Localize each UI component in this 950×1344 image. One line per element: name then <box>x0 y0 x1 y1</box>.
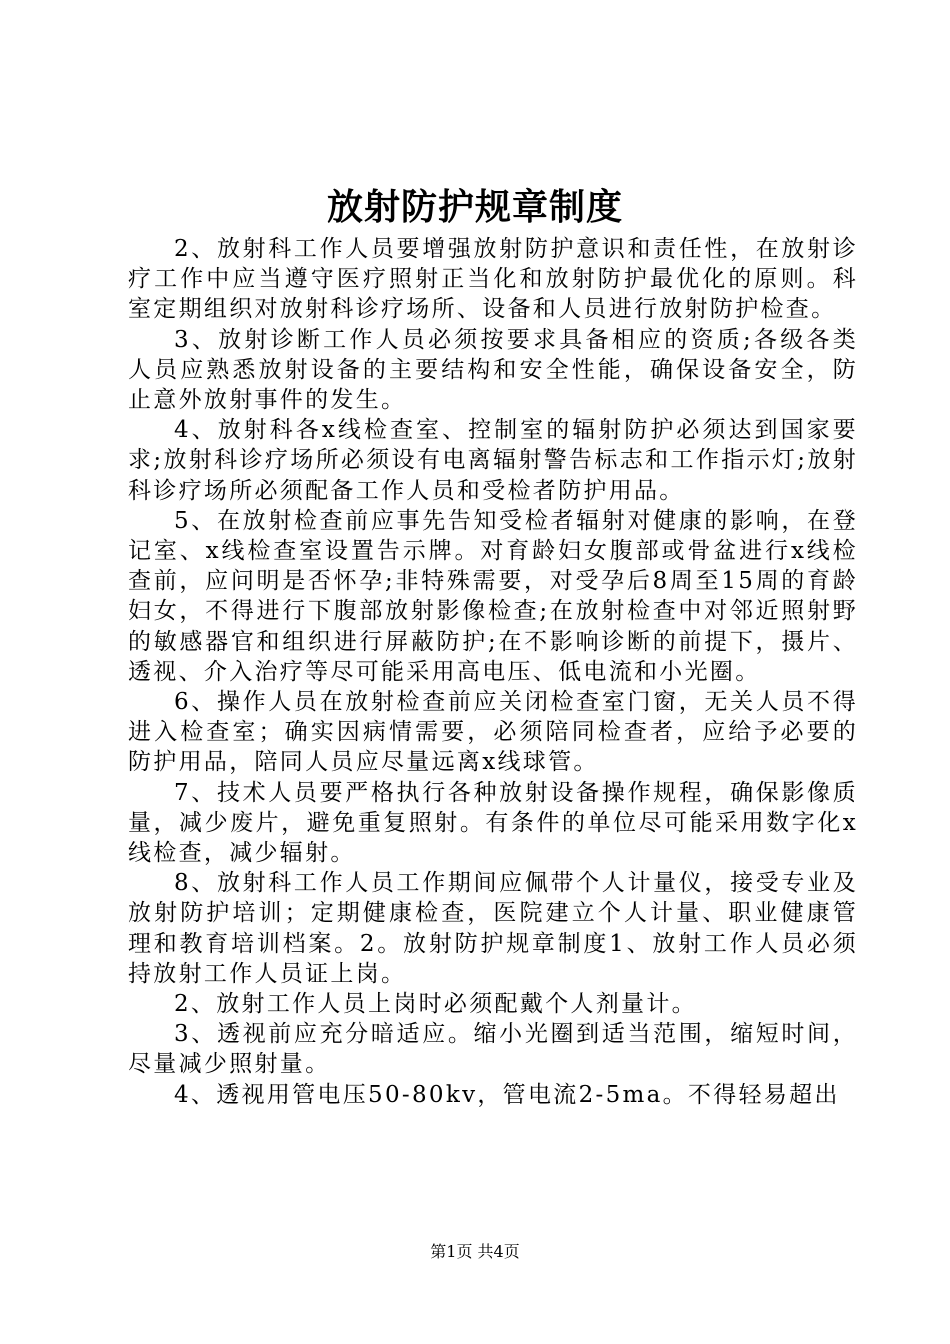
paragraph-rule-3: 3、透视前应充分暗适应。缩小光圈到适当范围，缩短时间，尽量减少照射量。 <box>128 1021 858 1078</box>
paragraph-item-4: 4、放射科各x线检查室、控制室的辐射防护必须达到国家要求;放射科诊疗场所必须设有电离辐射警告标志和工作指示灯;放射科诊疗场所必须配备工作人员和受检者防护用品。 <box>128 417 858 504</box>
paragraph-item-3: 3、放射诊断工作人员必须按要求具备相应的资质;各级各类人员应熟悉放射设备的主要结构和安全性能，确保设备安全，防止意外放射事件的发生。 <box>128 326 858 414</box>
paragraph-item-7: 7、技术人员要严格执行各种放射设备操作规程，确保影像质量，减少废片，避免重复照射。有条件的单位尽可能采用数字化x线检查，减少辐射。 <box>128 779 858 867</box>
page-footer: 第1页 共4页 <box>430 1242 520 1261</box>
paragraph-item-2: 2、放射科工作人员要增强放射防护意识和责任性，在放射诊疗工作中应当遵守医疗照射正当化和放射防护最优化的原则。科室定期组织对放射科诊疗场所、设备和人员进行放射防护检查。 <box>128 236 858 323</box>
document-title: 放射防护规章制度 <box>326 186 623 228</box>
paragraph-rule-2: 2、放射工作人员上岗时必须配戴个人剂量计。 <box>174 991 697 1018</box>
paragraph-item-5: 5、在放射检查前应事先告知受检者辐射对健康的影响，在登记室、x线检查室设置告示牌。对育龄妇女腹部或骨盆进行x线检查前，应问明是否怀孕;非特殊需要，对受孕后8周至15周的育龄妇女，不得进行下腹部放射影像检查;在放射检查中对邻近照射野的敏感器官和组织进行屏蔽防护;在不影响诊断的前提下，摄片、透视、介入治疗等尽可能采用高电压、低电流和小光圈。 <box>128 507 858 685</box>
paragraph-item-8: 8、放射科工作人员工作期间应佩带个人计量仪，接受专业及放射防护培训；定期健康检查，医院建立个人计量、职业健康管理和教育培训档案。2。放射防护规章制度1、放射工作人员必须持放射工作人员证上岗。 <box>128 870 858 987</box>
paragraph-item-6: 6、操作人员在放射检查前应关闭检查室门窗，无关人员不得进入检查室；确实因病情需要，必须陪同检查者，应给予必要的防护用品，陪同人员应尽量远离x线球管。 <box>128 689 858 776</box>
paragraph-rule-4: 4、透视用管电压50-80kv，管电流2-5ma。不得轻易超出 <box>174 1081 840 1108</box>
document-body <box>128 234 858 1110</box>
